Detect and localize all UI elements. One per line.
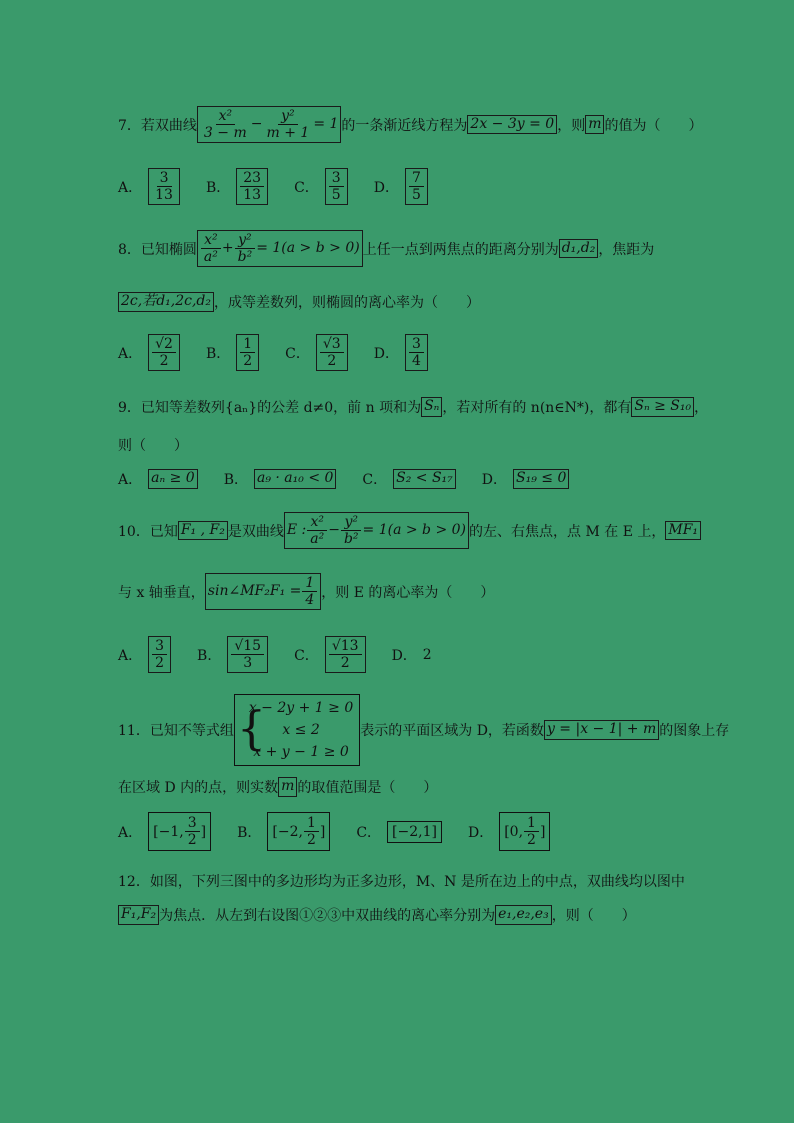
option-a[interactable]: A． aₙ ≥ 0 (118, 469, 198, 489)
question-10: 10．已知 F₁ , F₂ 是双曲线 E : $\frac{\text{x²}}{\text{a²}}$ − $\frac{\text{y²}}{\text{b²}}$ = 1(a > b > 0) 的左、右焦点，点 M 在 E 上， MF₁ (118, 512, 701, 549)
function-box: y = |x − 1| + m (544, 720, 659, 739)
option-d[interactable]: D． $\frac{3}{4}$ (374, 334, 428, 371)
question-11: 11．已知不等式组 { x − 2y + 1 ≥ 0 x ≤ 2 x + y − 1 ≥ 0 表示的平面区域为 D，若函数 y = |x − 1| + m 的图象上存 (118, 694, 729, 766)
option-c[interactable]: C． $\frac{√3}{2}$ (285, 334, 348, 371)
variable-m-box: m (278, 777, 297, 796)
arith-seq-box: 2c,若d₁,2c,d₂ (118, 292, 214, 311)
question-8-line2: 2c,若d₁,2c,d₂ ，成等差数列，则椭圆的离心率为（ ） (118, 292, 480, 312)
option-c[interactable]: C． $\frac{3}{5}$ (294, 168, 348, 205)
option-a[interactable]: A． $\frac{√2}{2}$ (118, 334, 180, 371)
option-a[interactable]: A． $\frac{3}{13}$ (118, 168, 180, 205)
option-b[interactable]: B． $\frac{23}{13}$ (206, 168, 268, 205)
option-b[interactable]: B． $\frac{1}{2}$ (206, 334, 259, 371)
question-12-line2: F₁,F₂ 为焦点．从左到右设图①②③中双曲线的离心率分别为 e₁,e₂,e₃ ，则（ ） (118, 905, 636, 925)
variable-m-box: m (585, 115, 604, 134)
option-b[interactable]: B． $\frac{√15}{3}$ (197, 636, 268, 673)
question-9: 9．已知等差数列{aₙ}的公差 d≠0，前 n 项和为 Sₙ ，若对所有的 n(n∈N*)，都有 Sₙ ≥ S₁₀ ， (118, 398, 709, 416)
question-9-options (118, 469, 595, 489)
option-c[interactable]: C． S₂ < S₁₇ (362, 469, 455, 489)
option-c[interactable]: C． $\frac{√13}{2}$ (294, 636, 365, 673)
foci-box: F₁,F₂ (118, 905, 159, 924)
question-9-line2: 则（ ） (118, 438, 188, 454)
sine-box: sin∠MF₂F₁ = $\frac{1}{4}$ (205, 573, 322, 610)
question-7: 7．若双曲线 $\frac{\text{x²}}{3 - m}$ − $\frac{\text{y²}}{m + 1}$ = 1 的一条渐近线方程为 2x − 3y = 0 ，则 m 的值为（ ） (118, 106, 702, 143)
question-10-line2: 与 x 轴垂直， sin∠MF₂F₁ = $\frac{1}{4}$ ，则 E 的离心率为（ ） (118, 573, 494, 610)
option-b[interactable]: B． [−2, $\frac{1}{2}$ ] (237, 812, 330, 851)
distances-box: d₁,d₂ (559, 239, 599, 258)
option-d[interactable]: D． [0, $\frac{1}{2}$ ] (468, 812, 550, 851)
sn-box: Sₙ (421, 397, 442, 416)
question-11-line2: 在区域 D 内的点，则实数 m 的取值范围是（ ） (118, 778, 438, 796)
question-7-options (118, 168, 454, 205)
question-10-options (118, 636, 458, 673)
ellipse-equation-box: $\frac{\text{x²}}{\text{a²}}$ + $\frac{\text{y²}}{\text{b²}}$ = 1(a > b > 0) (197, 230, 363, 267)
question-8-options (118, 334, 454, 371)
mf1-box: MF₁ (665, 521, 701, 540)
option-d[interactable]: D． 2 (391, 646, 432, 664)
hyperbola-E-box: E : $\frac{\text{x²}}{\text{a²}}$ − $\frac{\text{y²}}{\text{b²}}$ = 1(a > b > 0) (284, 512, 469, 549)
question-12: 12．如图，下列三图中的多边形均为正多边形，M、N 是所在边上的中点，双曲线均以图中 (118, 874, 685, 890)
asymptote-box: 2x − 3y = 0 (467, 115, 557, 134)
option-c[interactable]: C． [−2,1] (356, 821, 442, 843)
option-a[interactable]: A． $\frac{3}{2}$ (118, 636, 171, 673)
eccentricity-box: e₁,e₂,e₃ (495, 905, 552, 924)
option-a[interactable]: A． [−1, $\frac{3}{2}$ ] (118, 812, 211, 851)
hyperbola-equation-box: $\frac{\text{x²}}{3 - m}$ − $\frac{\text{y²}}{m + 1}$ = 1 (197, 106, 341, 143)
inequality-system-box: { x − 2y + 1 ≥ 0 x ≤ 2 x + y − 1 ≥ 0 (234, 694, 360, 766)
question-8: 8．已知椭圆 $\frac{\text{x²}}{\text{a²}}$ + $\frac{\text{y²}}{\text{b²}}$ = 1(a > b > 0) 上任一点到两焦点的距离分别为 d₁,d₂ ，焦距为 (118, 230, 654, 267)
condition-box: Sₙ ≥ S₁₀ (631, 397, 694, 416)
foci-box: F₁ , F₂ (178, 521, 228, 540)
option-d[interactable]: D． $\frac{7}{5}$ (374, 168, 428, 205)
option-d[interactable]: D． S₁₉ ≤ 0 (482, 469, 570, 489)
option-b[interactable]: B． a₉ · a₁₀ < 0 (224, 469, 337, 489)
question-7-prefix: 7．若双曲线 (118, 117, 197, 134)
question-11-options (118, 812, 576, 851)
